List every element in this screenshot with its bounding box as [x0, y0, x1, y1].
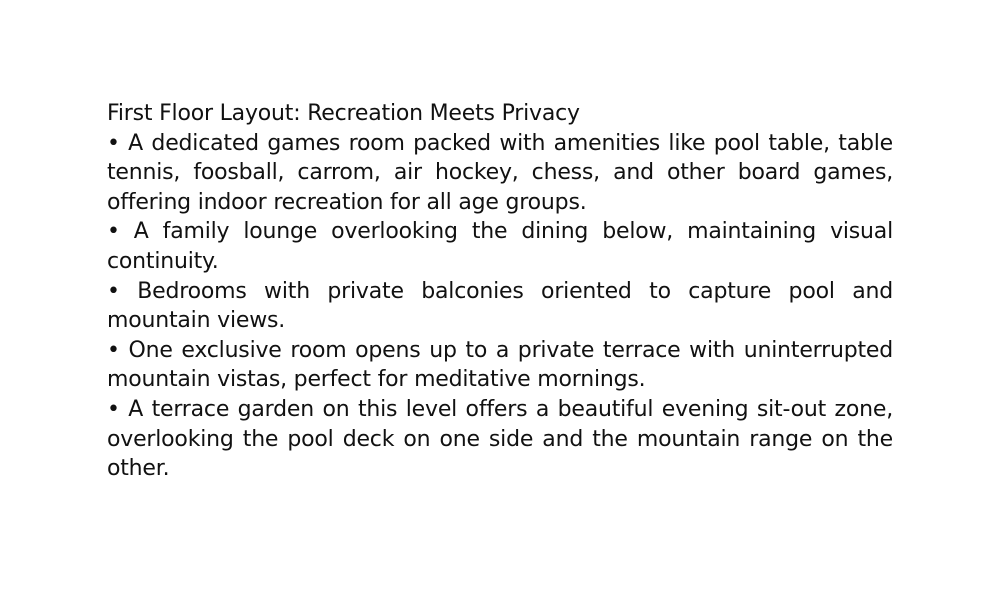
- feature-item-family-lounge: • A family lounge overlooking the dining below, maintaining visual continuity.: [107, 219, 893, 274]
- feature-item-games-room: • A dedicated games room packed with amenities like pool table, table tennis, foosball, carrom, air hockey, chess, and other board games, offering indoor recreation for all age groups.: [107, 130, 893, 215]
- document-body: [107, 99, 893, 484]
- feature-item-exclusive-room: • One exclusive room opens up to a private terrace with uninterrupted mountain vistas, perfect for meditative mornings.: [107, 337, 893, 393]
- section-heading: First Floor Layout: Recreation Meets Privacy: [107, 101, 580, 126]
- feature-item-bedrooms: • Bedrooms with private balconies oriented to capture pool and mountain views.: [107, 278, 893, 334]
- feature-list: [107, 129, 893, 484]
- feature-item-terrace-garden: • A terrace garden on this level offers a beautiful evening sit-out zone, overlooking the pool deck on one side and the mountain range on the other.: [107, 396, 893, 482]
